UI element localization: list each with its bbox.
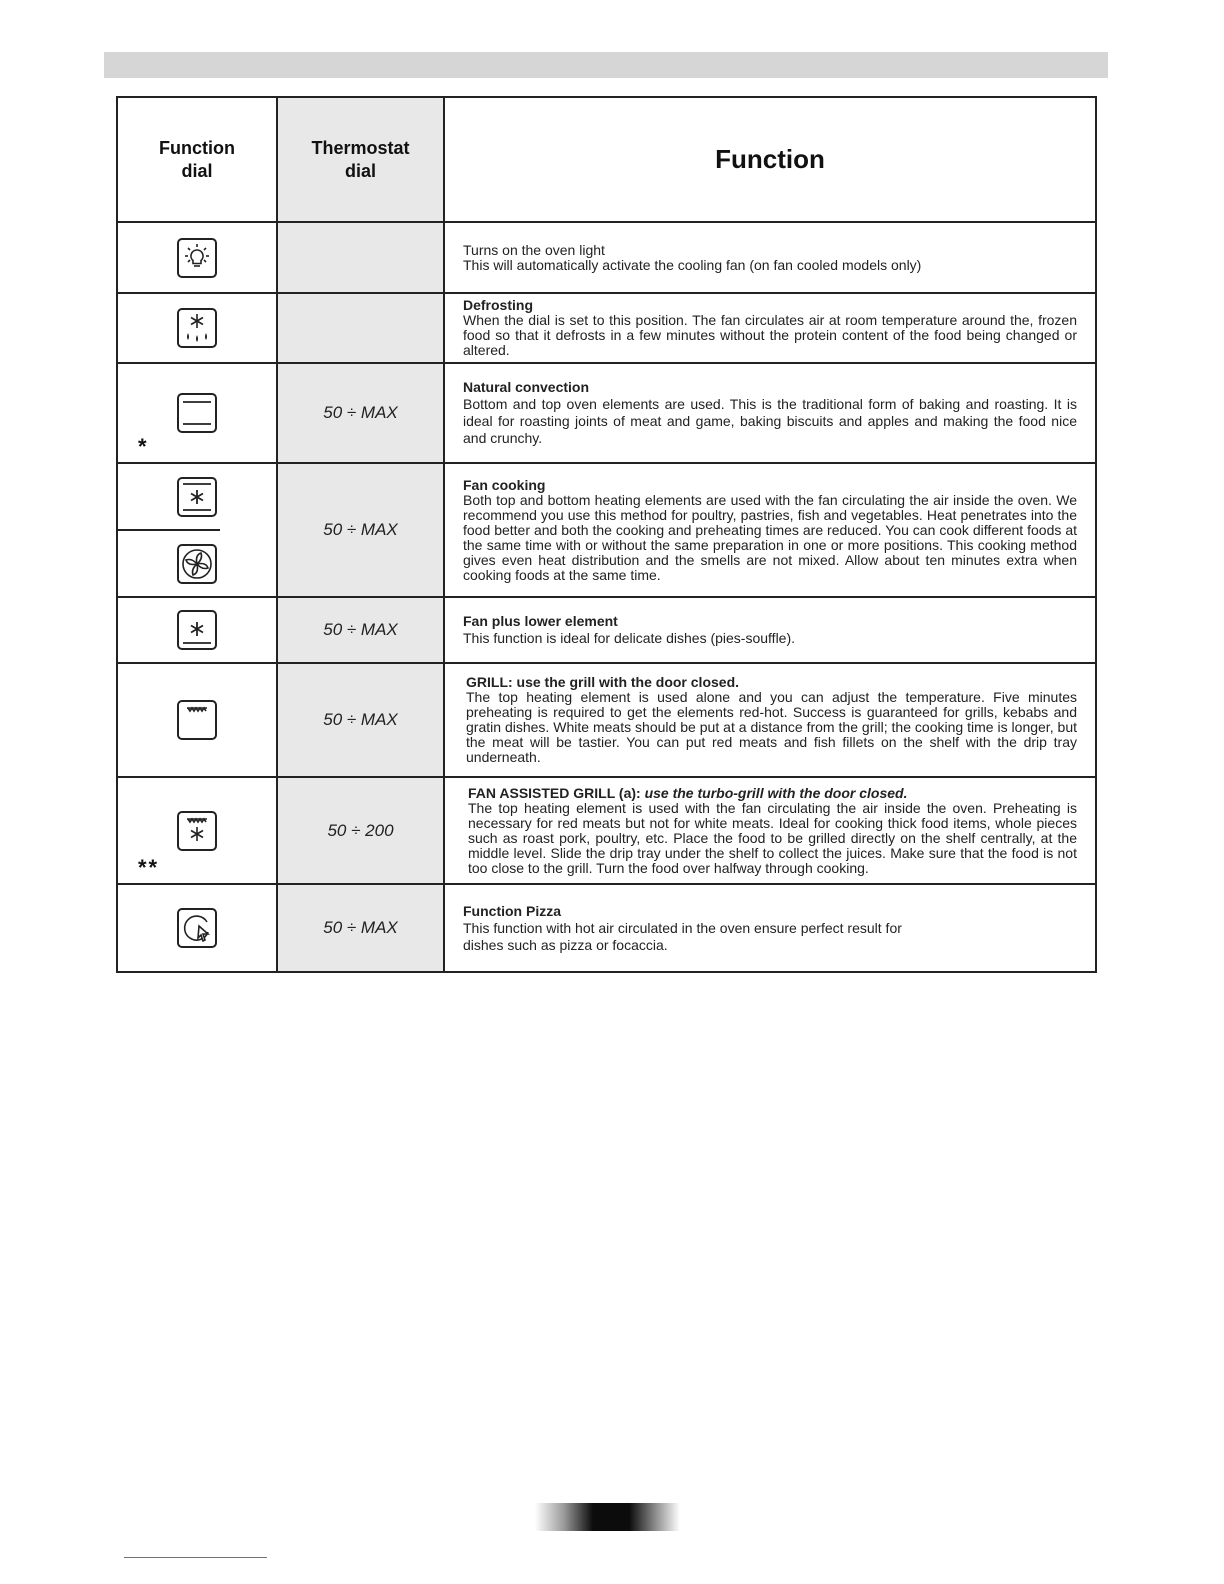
page-number-tab xyxy=(535,1503,680,1531)
function-description: FAN ASSISTED GRILL (a): use the turbo-grill with the door closed. The top heating element is used with the fan circulating the air inside the oven. Preheating is necessary for red meats but not for white meats. Ideal for cooking thick food items, whole pieces such as roast pork, poultry, etc. Place the food to be grilled directly on the shelf centrally, at the middle level. Slide the drip tray under the shelf to collect the juices. Make sure that the food is not too close to the grill. Turn the food over halfway through cooking. xyxy=(444,777,1096,884)
thermostat-value: 50 ÷ MAX xyxy=(277,884,444,972)
table-row xyxy=(117,463,1096,597)
table-header-row xyxy=(117,97,1096,222)
table-row xyxy=(117,293,1096,363)
function-description: Function Pizza This function with hot air circulated in the oven ensure perfect result for dishes such as pizza or focaccia. xyxy=(444,884,1096,972)
thermostat-value: 50 ÷ MAX xyxy=(277,463,444,597)
function-description: GRILL: use the grill with the door closed. The top heating element is used alone and you can adjust the temperature. Five minutes preheating is required to get the elements red-hot. Success is guaranteed for grills, kebabs and gratin dishes. White meats should be put at a distance from the grill; the cooking time is longer, but the meat will be tastier. You can put red meats and fish fillets on the shelf with the drip tray underneath. xyxy=(444,663,1096,777)
fan-grill-icon xyxy=(177,811,217,851)
top-header-bar xyxy=(104,52,1108,78)
thermostat-value xyxy=(277,222,444,293)
thermostat-value: 50 ÷ MAX xyxy=(277,597,444,663)
thermostat-value: 50 ÷ 200 xyxy=(277,777,444,884)
function-description: Natural convection Bottom and top oven elements are used. This is the traditional form of baking and roasting. It is ideal for roasting joints of meat and game, baking biscuits and apples and making the food nice and crunchy. xyxy=(444,363,1096,463)
light-bulb-icon xyxy=(177,238,217,278)
pizza-icon xyxy=(177,908,217,948)
fan-top-bottom-icon xyxy=(177,477,217,517)
function-description: Turns on the oven light This will automatically activate the cooling fan (on fan cooled models only) xyxy=(444,222,1096,293)
table-row xyxy=(117,884,1096,972)
header-function: Function xyxy=(444,97,1096,222)
footnote-mark: * xyxy=(138,434,149,459)
oven-functions-table xyxy=(116,96,1097,973)
footer-line xyxy=(124,1557,267,1558)
table-row xyxy=(117,363,1096,463)
defrost-icon xyxy=(177,308,217,348)
table-row xyxy=(117,663,1096,777)
fan-lower-element-icon xyxy=(177,610,217,650)
function-description: Defrosting When the dial is set to this position. The fan circulates air at room temperature around the, frozen food so that it defrosts in a few minutes without the protein content of the food being changed or altered. xyxy=(444,293,1096,363)
thermostat-value xyxy=(277,293,444,363)
function-description: Fan plus lower element This function is ideal for delicate dishes (pies-souffle). xyxy=(444,597,1096,663)
grill-icon xyxy=(177,700,217,740)
fan-circle-icon xyxy=(177,544,217,584)
header-thermostat-dial: Thermostat dial xyxy=(277,97,444,222)
thermostat-value: 50 ÷ MAX xyxy=(277,363,444,463)
natural-convection-icon xyxy=(177,393,217,433)
function-description: Fan cooking Both top and bottom heating elements are used with the fan circulating the air inside the oven. We recommend you use this method for poultry, pastries, fish and vegetables. Heat penetrates into the food better and both the cooking and preheating times are reduced. You can cook different foods at the same time with or without the same preparation in one or more positions. This cooking method gives even heat distribution and the smells are not mixed. Allow about ten minutes extra when cooking foods at the same time. xyxy=(444,463,1096,597)
thermostat-value: 50 ÷ MAX xyxy=(277,663,444,777)
header-function-dial: Function dial xyxy=(117,97,277,222)
footnote-mark: ** xyxy=(138,855,160,880)
table-row xyxy=(117,597,1096,663)
table-row xyxy=(117,777,1096,884)
table-row xyxy=(117,222,1096,293)
